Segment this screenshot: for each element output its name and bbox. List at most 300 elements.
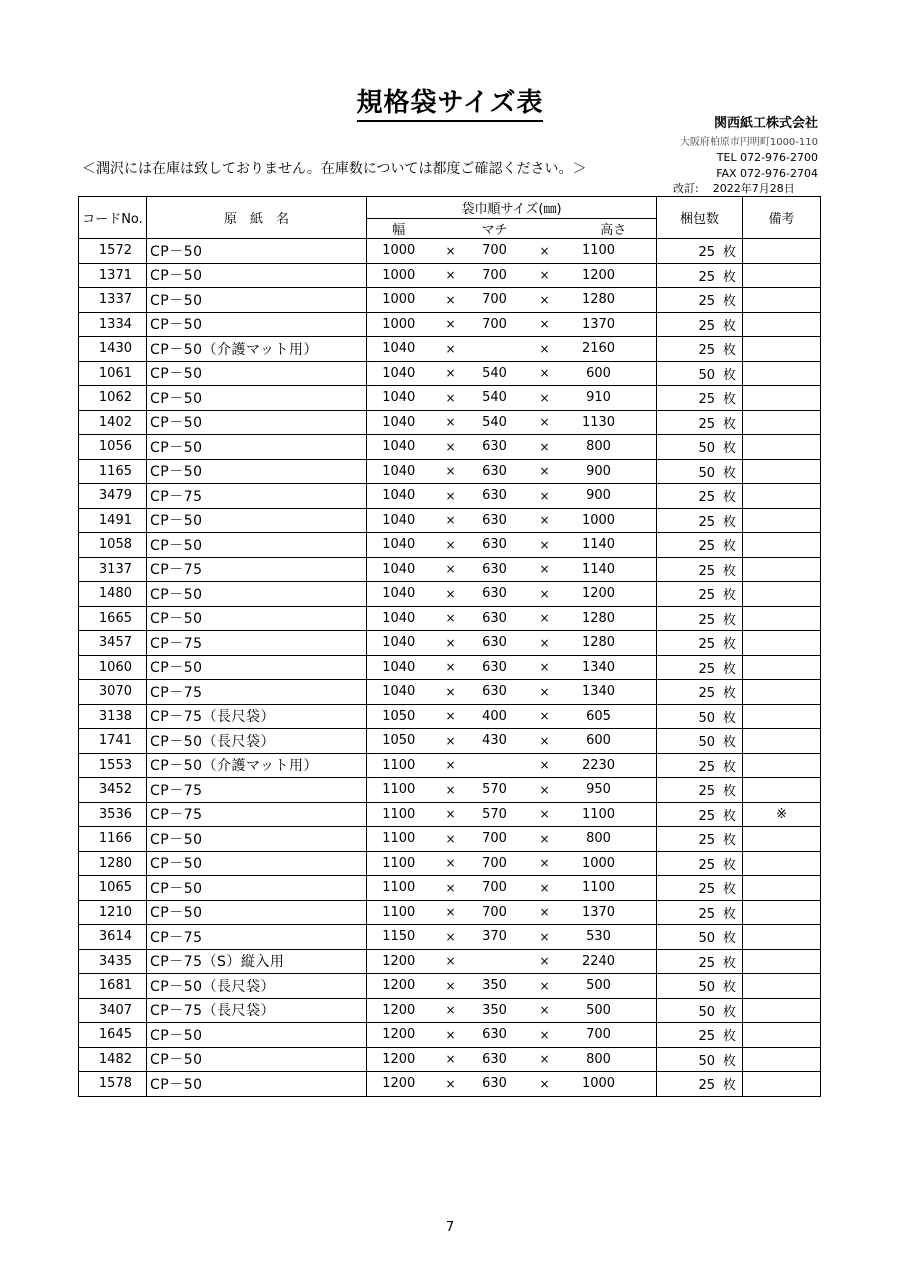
row-height: 2240 — [571, 949, 627, 974]
row-remark — [743, 851, 821, 876]
row-times-1: × — [431, 1072, 471, 1097]
row-height-pad — [627, 949, 657, 974]
header-material: 原 紙 名 — [147, 197, 367, 239]
row-code: 1280 — [79, 851, 147, 876]
row-material: CP－50（介護マット用） — [147, 337, 367, 362]
row-times-1: × — [431, 974, 471, 999]
row-qty — [657, 361, 743, 386]
row-gusset: 700 — [471, 312, 519, 337]
row-height: 600 — [571, 729, 627, 754]
row-times-2: × — [519, 410, 571, 435]
row-qty — [657, 949, 743, 974]
row-remark — [743, 582, 821, 607]
row-times-2: × — [519, 484, 571, 509]
revision-date — [673, 180, 795, 196]
row-material: CP－75（長尺袋） — [147, 704, 367, 729]
row-width: 1100 — [367, 753, 431, 778]
row-height-pad — [627, 508, 657, 533]
row-times-2: × — [519, 876, 571, 901]
header-pack: 梱包数 — [657, 197, 743, 239]
row-gusset: 630 — [471, 680, 519, 705]
row-height-pad — [627, 925, 657, 950]
row-height: 800 — [571, 827, 627, 852]
row-qty-unit: 枚 — [723, 318, 737, 334]
row-height-pad — [627, 998, 657, 1023]
row-code: 1402 — [79, 410, 147, 435]
size-table — [78, 196, 821, 1097]
row-remark — [743, 459, 821, 484]
row-height-pad — [627, 263, 657, 288]
header-gusset: マチ — [471, 219, 519, 239]
row-qty-unit: 枚 — [723, 588, 737, 604]
row-code: 3457 — [79, 631, 147, 656]
row-code: 3070 — [79, 680, 147, 705]
row-qty-value: 50 — [698, 710, 716, 726]
row-times-1: × — [431, 606, 471, 631]
row-gusset: 350 — [471, 974, 519, 999]
row-remark — [743, 410, 821, 435]
table-row — [79, 704, 821, 729]
row-times-1: × — [431, 557, 471, 582]
row-material: CP－75 — [147, 484, 367, 509]
row-qty-value: 50 — [698, 980, 716, 996]
row-remark — [743, 484, 821, 509]
table-row — [79, 508, 821, 533]
row-times-1: × — [431, 1047, 471, 1072]
row-qty-unit: 枚 — [723, 1029, 737, 1045]
row-material: CP－75 — [147, 925, 367, 950]
row-code: 1210 — [79, 900, 147, 925]
row-qty — [657, 974, 743, 999]
row-qty-value: 25 — [698, 833, 716, 849]
row-gusset: 700 — [471, 851, 519, 876]
row-times-2: × — [519, 435, 571, 460]
row-height-pad — [627, 802, 657, 827]
row-height: 605 — [571, 704, 627, 729]
row-qty-value: 25 — [698, 318, 716, 334]
row-code: 3536 — [79, 802, 147, 827]
row-qty-value: 25 — [698, 514, 716, 530]
row-remark — [743, 606, 821, 631]
row-height: 600 — [571, 361, 627, 386]
row-height-pad — [627, 1072, 657, 1097]
row-code: 1337 — [79, 288, 147, 313]
table-row — [79, 361, 821, 386]
row-code: 1681 — [79, 974, 147, 999]
row-times-2: × — [519, 263, 571, 288]
row-width: 1000 — [367, 239, 431, 264]
row-times-1: × — [431, 949, 471, 974]
row-width: 1040 — [367, 484, 431, 509]
row-material: CP－50 — [147, 1072, 367, 1097]
row-times-1: × — [431, 484, 471, 509]
row-material: CP－75 — [147, 778, 367, 803]
row-height-pad — [627, 900, 657, 925]
row-material: CP－50 — [147, 435, 367, 460]
row-material: CP－50 — [147, 533, 367, 558]
row-qty — [657, 925, 743, 950]
row-material: CP－50 — [147, 459, 367, 484]
row-height-pad — [627, 729, 657, 754]
row-times-1: × — [431, 876, 471, 901]
company-address: 大阪府柏原市円明町1000-110 — [679, 137, 818, 148]
table-row — [79, 851, 821, 876]
row-times-1: × — [431, 361, 471, 386]
row-qty — [657, 484, 743, 509]
row-qty-unit: 枚 — [723, 441, 737, 457]
table-row — [79, 753, 821, 778]
row-remark — [743, 533, 821, 558]
row-height-pad — [627, 484, 657, 509]
row-times-1: × — [431, 312, 471, 337]
table-row — [79, 337, 821, 362]
row-code: 3137 — [79, 557, 147, 582]
table-row — [79, 435, 821, 460]
row-qty-value: 25 — [698, 563, 716, 579]
row-qty — [657, 1072, 743, 1097]
row-width: 1100 — [367, 851, 431, 876]
row-height-pad — [627, 386, 657, 411]
row-times-2: × — [519, 386, 571, 411]
row-width: 1040 — [367, 631, 431, 656]
row-qty — [657, 827, 743, 852]
table-row — [79, 655, 821, 680]
row-remark — [743, 631, 821, 656]
row-gusset: 700 — [471, 900, 519, 925]
row-gusset: 630 — [471, 1072, 519, 1097]
header-code: コードNo. — [79, 197, 147, 239]
row-remark — [743, 974, 821, 999]
row-qty-unit: 枚 — [723, 955, 737, 971]
row-qty-value: 25 — [698, 245, 716, 261]
row-times-2: × — [519, 606, 571, 631]
row-qty — [657, 337, 743, 362]
row-remark — [743, 1047, 821, 1072]
row-remark — [743, 729, 821, 754]
row-qty — [657, 606, 743, 631]
row-height-pad — [627, 1047, 657, 1072]
row-qty-value: 25 — [698, 857, 716, 873]
row-material: CP－50 — [147, 361, 367, 386]
row-material: CP－75 — [147, 631, 367, 656]
row-code: 1741 — [79, 729, 147, 754]
row-qty-unit: 枚 — [723, 563, 737, 579]
row-width: 1200 — [367, 1072, 431, 1097]
row-qty — [657, 508, 743, 533]
row-qty-value: 25 — [698, 490, 716, 506]
row-width: 1100 — [367, 802, 431, 827]
row-width: 1040 — [367, 435, 431, 460]
row-qty-unit: 枚 — [723, 833, 737, 849]
row-times-2: × — [519, 288, 571, 313]
row-remark — [743, 386, 821, 411]
row-qty-unit: 枚 — [723, 980, 737, 996]
row-height: 1100 — [571, 239, 627, 264]
row-height: 1000 — [571, 508, 627, 533]
row-remark — [743, 753, 821, 778]
row-qty-value: 25 — [698, 416, 716, 432]
row-remark — [743, 337, 821, 362]
row-remark — [743, 778, 821, 803]
revision-date-value: 2022年7月28日 — [712, 182, 795, 195]
row-code: 3435 — [79, 949, 147, 974]
row-height-pad — [627, 582, 657, 607]
row-times-1: × — [431, 680, 471, 705]
row-code: 3452 — [79, 778, 147, 803]
row-code: 1491 — [79, 508, 147, 533]
row-times-2: × — [519, 1023, 571, 1048]
row-code: 1334 — [79, 312, 147, 337]
row-qty-unit: 枚 — [723, 367, 737, 383]
row-times-1: × — [431, 925, 471, 950]
row-times-1: × — [431, 239, 471, 264]
row-times-1: × — [431, 533, 471, 558]
row-height-pad — [627, 876, 657, 901]
row-height: 1280 — [571, 288, 627, 313]
table-row — [79, 533, 821, 558]
row-times-2: × — [519, 753, 571, 778]
header-remarks: 備考 — [743, 197, 821, 239]
row-width: 1040 — [367, 410, 431, 435]
row-height: 1200 — [571, 263, 627, 288]
row-qty-value: 25 — [698, 294, 716, 310]
row-gusset: 350 — [471, 998, 519, 1023]
row-width: 1040 — [367, 582, 431, 607]
table-row — [79, 876, 821, 901]
table-row — [79, 802, 821, 827]
row-height: 800 — [571, 435, 627, 460]
row-material: CP－50 — [147, 1023, 367, 1048]
row-qty-value: 25 — [698, 808, 716, 824]
row-height-pad — [627, 557, 657, 582]
row-height: 1100 — [571, 802, 627, 827]
row-width: 1040 — [367, 655, 431, 680]
table-row — [79, 288, 821, 313]
row-qty-value: 50 — [698, 1053, 716, 1069]
row-remark — [743, 557, 821, 582]
company-info — [680, 112, 818, 180]
table-row — [79, 410, 821, 435]
table-row — [79, 1047, 821, 1072]
row-width: 1040 — [367, 337, 431, 362]
row-qty-unit: 枚 — [723, 759, 737, 775]
row-height: 910 — [571, 386, 627, 411]
row-code: 1645 — [79, 1023, 147, 1048]
row-qty-value: 25 — [698, 661, 716, 677]
row-times-2: × — [519, 459, 571, 484]
row-times-1: × — [431, 851, 471, 876]
row-material: CP－50 — [147, 851, 367, 876]
row-gusset: 630 — [471, 508, 519, 533]
row-material: CP－75（長尺袋） — [147, 998, 367, 1023]
row-material: CP－50 — [147, 410, 367, 435]
row-qty-value: 25 — [698, 906, 716, 922]
row-remark — [743, 508, 821, 533]
row-gusset: 700 — [471, 263, 519, 288]
row-width: 1040 — [367, 459, 431, 484]
row-qty-unit: 枚 — [723, 1053, 737, 1069]
stock-notice: ＜潤沢には在庫は致しておりません。在庫数については都度ご確認ください。＞ — [82, 161, 587, 177]
row-qty-value: 50 — [698, 465, 716, 481]
table-row — [79, 386, 821, 411]
row-height: 1200 — [571, 582, 627, 607]
row-material: CP－50 — [147, 263, 367, 288]
row-height: 1340 — [571, 680, 627, 705]
table-row — [79, 827, 821, 852]
row-material: CP－50 — [147, 900, 367, 925]
row-times-1: × — [431, 729, 471, 754]
row-height: 700 — [571, 1023, 627, 1048]
row-times-2: × — [519, 337, 571, 362]
row-times-1: × — [431, 631, 471, 656]
row-qty — [657, 729, 743, 754]
row-times-1: × — [431, 655, 471, 680]
row-remark — [743, 239, 821, 264]
row-material: CP－50 — [147, 655, 367, 680]
row-qty-unit: 枚 — [723, 931, 737, 947]
row-height: 2160 — [571, 337, 627, 362]
row-height: 1100 — [571, 876, 627, 901]
row-height-pad — [627, 361, 657, 386]
row-times-2: × — [519, 704, 571, 729]
row-width: 1150 — [367, 925, 431, 950]
row-height-pad — [627, 704, 657, 729]
table-row — [79, 631, 821, 656]
row-qty — [657, 410, 743, 435]
row-qty-unit: 枚 — [723, 392, 737, 408]
row-gusset: 630 — [471, 631, 519, 656]
page-number: 7 — [445, 1220, 455, 1235]
row-material: CP－75 — [147, 680, 367, 705]
table-row — [79, 974, 821, 999]
row-material: CP－50 — [147, 1047, 367, 1072]
row-height-pad — [627, 435, 657, 460]
row-material: CP－50 — [147, 386, 367, 411]
row-gusset: 700 — [471, 876, 519, 901]
row-times-2: × — [519, 802, 571, 827]
row-qty-value: 25 — [698, 1078, 716, 1094]
row-qty — [657, 704, 743, 729]
table-row — [79, 778, 821, 803]
row-height: 1000 — [571, 851, 627, 876]
row-gusset: 540 — [471, 410, 519, 435]
row-height: 1000 — [571, 1072, 627, 1097]
row-times-2: × — [519, 827, 571, 852]
row-qty — [657, 386, 743, 411]
row-code: 1060 — [79, 655, 147, 680]
row-times-2: × — [519, 851, 571, 876]
row-times-2: × — [519, 239, 571, 264]
row-remark — [743, 998, 821, 1023]
row-material: CP－50（長尺袋） — [147, 729, 367, 754]
row-remark — [743, 1072, 821, 1097]
row-code: 3407 — [79, 998, 147, 1023]
revision-label: 改訂: — [673, 182, 699, 195]
row-qty-unit: 枚 — [723, 882, 737, 898]
row-qty-unit: 枚 — [723, 465, 737, 481]
row-times-1: × — [431, 435, 471, 460]
row-times-1: × — [431, 459, 471, 484]
row-qty — [657, 459, 743, 484]
row-gusset: 630 — [471, 606, 519, 631]
row-times-1: × — [431, 386, 471, 411]
row-remark — [743, 900, 821, 925]
row-height: 1140 — [571, 557, 627, 582]
row-qty-unit: 枚 — [723, 808, 737, 824]
row-times-1: × — [431, 827, 471, 852]
row-qty-unit: 枚 — [723, 514, 737, 530]
title-text: 規格袋サイズ表 — [357, 88, 544, 122]
row-remark — [743, 288, 821, 313]
row-code: 1482 — [79, 1047, 147, 1072]
row-gusset: 570 — [471, 802, 519, 827]
row-material: CP－75（S）縦入用 — [147, 949, 367, 974]
row-times-1: × — [431, 998, 471, 1023]
row-times-2: × — [519, 655, 571, 680]
row-qty-unit: 枚 — [723, 661, 737, 677]
row-times-1: × — [431, 778, 471, 803]
row-code: 1065 — [79, 876, 147, 901]
row-qty — [657, 680, 743, 705]
row-times-2: × — [519, 361, 571, 386]
table-row — [79, 900, 821, 925]
row-height: 500 — [571, 974, 627, 999]
row-width: 1000 — [367, 312, 431, 337]
row-code: 3479 — [79, 484, 147, 509]
row-gusset: 630 — [471, 1047, 519, 1072]
header-spacer-2 — [519, 219, 571, 239]
row-qty-value: 25 — [698, 759, 716, 775]
table-row — [79, 949, 821, 974]
row-remark — [743, 655, 821, 680]
header-row — [79, 197, 821, 219]
row-code: 1665 — [79, 606, 147, 631]
row-width: 1050 — [367, 704, 431, 729]
row-height-pad — [627, 851, 657, 876]
row-height-pad — [627, 655, 657, 680]
table-row — [79, 312, 821, 337]
row-height: 1280 — [571, 606, 627, 631]
row-times-2: × — [519, 557, 571, 582]
row-material: CP－50（長尺袋） — [147, 974, 367, 999]
row-height-pad — [627, 410, 657, 435]
row-height: 900 — [571, 459, 627, 484]
row-height: 1140 — [571, 533, 627, 558]
row-times-2: × — [519, 1072, 571, 1097]
row-qty-value: 25 — [698, 539, 716, 555]
row-height-pad — [627, 288, 657, 313]
table-row — [79, 925, 821, 950]
row-width: 1100 — [367, 827, 431, 852]
row-height-pad — [627, 778, 657, 803]
row-qty — [657, 753, 743, 778]
row-times-2: × — [519, 533, 571, 558]
row-height: 900 — [571, 484, 627, 509]
row-height-pad — [627, 459, 657, 484]
row-times-2: × — [519, 631, 571, 656]
row-gusset: 700 — [471, 288, 519, 313]
row-qty-value: 25 — [698, 588, 716, 604]
row-remark — [743, 949, 821, 974]
row-height-pad — [627, 974, 657, 999]
row-qty — [657, 851, 743, 876]
row-code: 1062 — [79, 386, 147, 411]
row-gusset — [471, 949, 519, 974]
row-times-1: × — [431, 802, 471, 827]
row-qty — [657, 778, 743, 803]
row-times-1: × — [431, 508, 471, 533]
row-qty-value: 25 — [698, 269, 716, 285]
